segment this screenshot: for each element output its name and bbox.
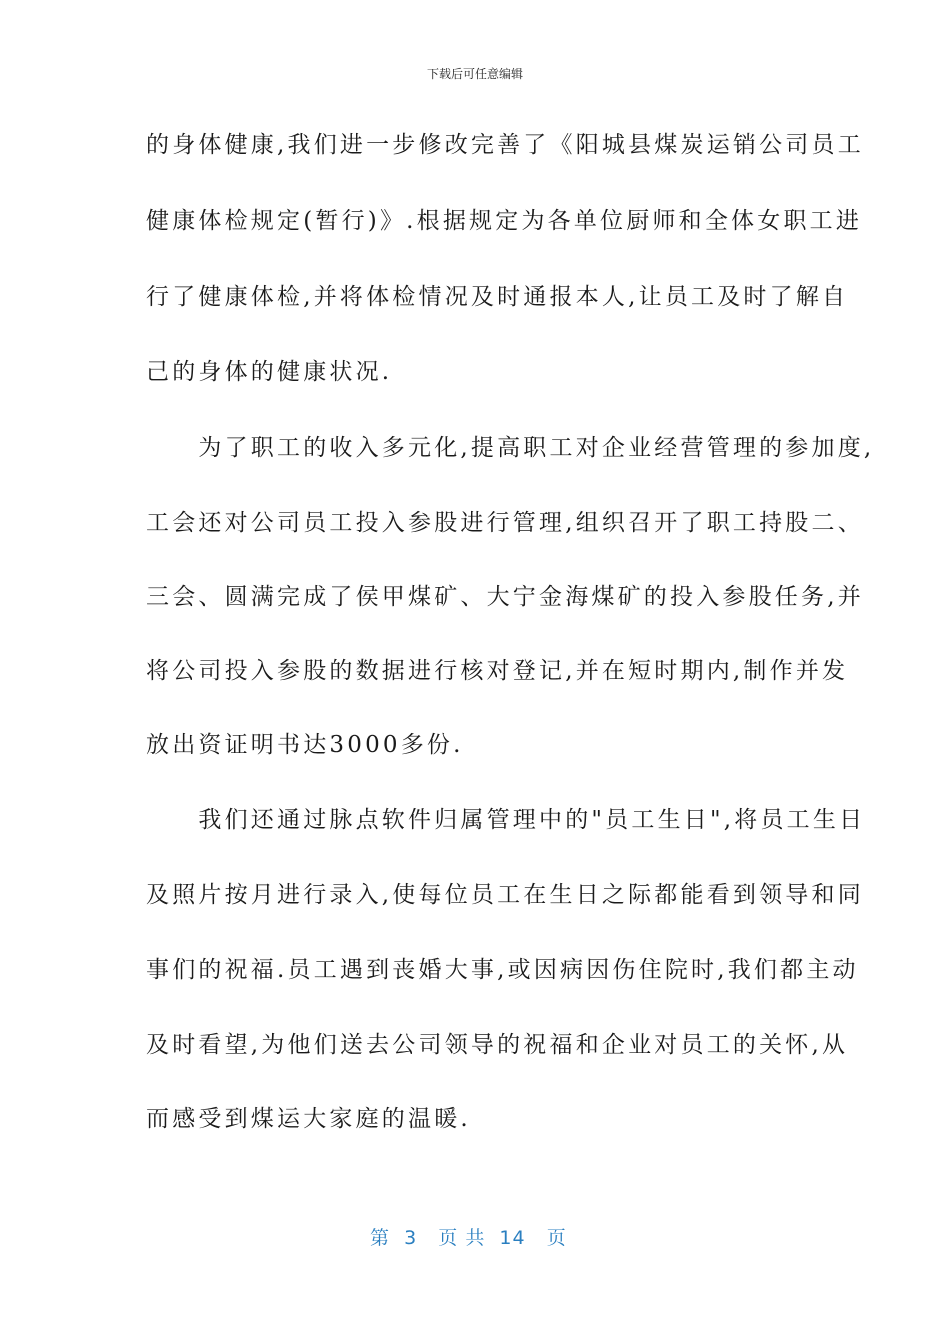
body-line: 及照片按月进行录入,使每位员工在生日之际都能看到领导和同 (146, 882, 864, 908)
body-line: 行了健康体检,并将体检情况及时通报本人,让员工及时了解自 (146, 284, 849, 310)
body-line: 而感受到煤运大家庭的温暖. (146, 1106, 471, 1132)
body-line: 己的身体的健康状况. (146, 359, 393, 385)
paragraph-start-line: 我们还通过脉点软件归属管理中的"员工生日",将员工生日 (146, 807, 866, 833)
body-line: 的身体健康,我们进一步修改完善了《阳城县煤炭运销公司员工 (146, 132, 864, 158)
body-line: 放出资证明书达3000多份. (146, 732, 464, 758)
body-line: 将公司投入参股的数据进行核对登记,并在短时期内,制作并发 (146, 658, 849, 684)
body-line: 三会、圆满完成了侯甲煤矿、大宁金海煤矿的投入参股任务,并 (146, 584, 864, 610)
paragraph-start-line: 为了职工的收入多元化,提高职工对企业经营管理的参加度, (146, 435, 875, 461)
body-line: 健康体检规定(暂行)》.根据规定为各单位厨师和全体女职工进 (146, 208, 863, 234)
body-line: 及时看望,为他们送去公司领导的祝福和企业对员工的关怀,从 (146, 1032, 849, 1058)
page-number-footer: 第 3 页 共 14 页 (370, 1227, 567, 1249)
body-line: 事们的祝福.员工遇到丧婚大事,或因病因伤住院时,我们都主动 (146, 957, 859, 983)
page-header-note: 下载后可任意编辑 (426, 67, 523, 81)
body-line: 工会还对公司员工投入参股进行管理,组织召开了职工持股二、 (146, 510, 864, 536)
